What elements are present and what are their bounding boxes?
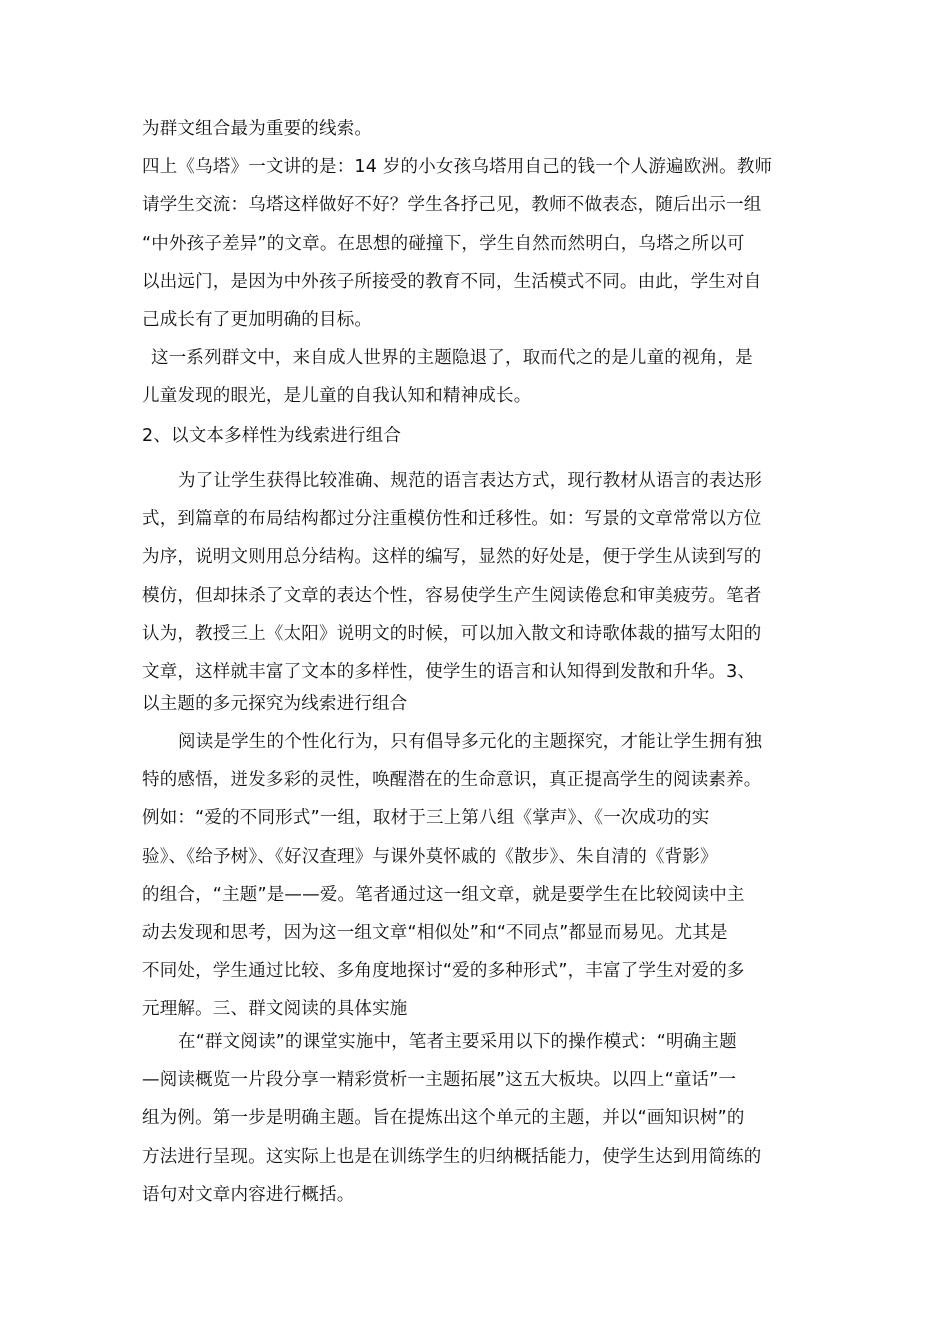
text-line: 为群文组合最为重要的线索。 xyxy=(142,119,373,139)
text-line: 动去发现和思考，因为这一组文章“相似处”和“不同点”都显而易见。尤其是 xyxy=(142,923,728,943)
text-line: 认为，教授三上《太阳》说明文的时候，可以加入散文和诗歌体裁的描写太阳的 xyxy=(142,624,762,644)
text-line: 特的感悟，迸发多彩的灵性，唤醒潜在的生命意识，真正提高学生的阅读素养。 xyxy=(142,770,762,790)
text-line: 的组合，“主题”是——爱。笔者通过这一组文章，就是要学生在比较阅读中主 xyxy=(142,885,745,905)
text-line: 请学生交流：乌塔这样做好不好？学生各抒己见，教师不做表态，随后出示一组 xyxy=(142,195,762,215)
section-heading: 2、以文本多样性为线索进行组合 xyxy=(142,426,402,446)
text-line: 验》、《给予树》、《好汉查理》与课外莫怀戚的《散步》、朱自清的《背影》 xyxy=(142,847,718,867)
text-line: 组为例。第一步是明确主题。旨在提炼出这个单元的主题，并以“画知识树”的 xyxy=(142,1108,745,1128)
text-line: 这一系列群文中，来自成人世界的主题隐退了，取而代之的是儿童的视角，是 xyxy=(151,348,753,368)
text-line: —阅读概览一片段分享一精彩赏析一主题拓展”这五大板块。以四上“童话”一 xyxy=(142,1070,737,1090)
text-line: 为序，说明文则用总分结构。这样的编写，显然的好处是，便于学生从读到写的 xyxy=(142,547,762,567)
text-line: 式，到篇章的布局结构都过分注重模仿性和迁移性。如：写景的文章常常以方位 xyxy=(142,509,762,529)
text-line: 元理解。三、群文阅读的具体实施 xyxy=(142,999,408,1019)
text-line: 四上《乌塔》一文讲的是：14 岁的小女孩乌塔用自己的钱一个人游遍欧洲。教师 xyxy=(142,157,773,177)
text-line: 例如：“爱的不同形式”一组，取材于三上第八组《掌声》、《一次成功的实 xyxy=(142,808,710,828)
text-line: 方法进行呈现。这实际上也是在训练学生的归纳概括能力，使学生达到用简练的 xyxy=(142,1147,762,1167)
text-line: 以出远门，是因为中外孩子所接受的教育不同，生活模式不同。由此，学生对自 xyxy=(142,272,762,292)
text-line: “中外孩子差异”的文章。在思想的碰撞下，学生自然而然明白，乌塔之所以可 xyxy=(142,234,745,254)
text-line: 在“群文阅读”的课堂实施中，笔者主要采用以下的操作模式：“明确主题 xyxy=(178,1032,737,1052)
text-line: 己成长有了更加明确的目标。 xyxy=(142,310,373,330)
text-line: 阅读是学生的个性化行为，只有倡导多元化的主题探究，才能让学生拥有独 xyxy=(178,732,763,752)
text-line: 为了让学生获得比较准确、规范的语言表达方式，现行教材从语言的表达形 xyxy=(178,471,763,491)
text-line: 不同处，学生通过比较、多角度地探讨“爱的多种形式”，丰富了学生对爱的多 xyxy=(142,961,745,981)
text-line: 文章，这样就丰富了文本的多样性，使学生的语言和认知得到发散和升华。3、 xyxy=(142,662,756,682)
section-heading: 以主题的多元探究为线索进行组合 xyxy=(142,694,408,714)
text-line: 语句对文章内容进行概括。 xyxy=(142,1185,355,1205)
text-line: 儿童发现的眼光，是儿童的自我认知和精神成长。 xyxy=(142,386,532,406)
text-line: 模仿，但却抹杀了文章的表达个性，容易使学生产生阅读倦怠和审美疲劳。笔者 xyxy=(142,586,762,606)
